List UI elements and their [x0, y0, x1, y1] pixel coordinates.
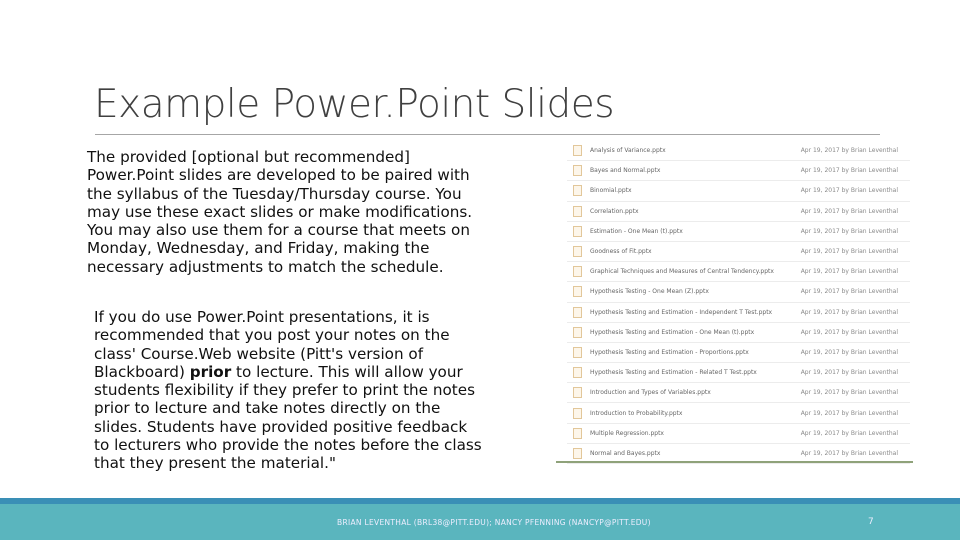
file-meta: Apr 19, 2017 by Brian Leventhal	[800, 409, 898, 417]
pptx-file-icon	[573, 165, 582, 176]
file-name[interactable]: Normal and Bayes.pptx	[590, 449, 661, 457]
file-name[interactable]: Hypothesis Testing and Estimation - Independent T Test.pptx	[590, 308, 773, 316]
pptx-file-icon	[573, 387, 582, 398]
pptx-file-icon	[573, 286, 582, 297]
pptx-file-icon	[573, 367, 582, 378]
paragraph-intro: The provided [optional but recommended] Power.Point slides are developed to be paired with the syllabus of the Tuesday/Thursday course. You may use these exact slides or make modifications. You may also use them for a course that meets on Monday, Wednesday, and Friday, making the necessary adjustments to match the schedule.	[87, 148, 473, 276]
file-name[interactable]: Hypothesis Testing - One Mean (Z).pptx	[590, 288, 709, 296]
page-number: 7	[868, 517, 874, 527]
file-name[interactable]: Hypothesis Testing and Estimation - Proportions.pptx	[590, 348, 749, 356]
pptx-file-icon	[573, 448, 582, 459]
file-meta: Apr 19, 2017 by Brian Leventhal	[800, 328, 898, 336]
file-name[interactable]: Hypothesis Testing and Estimation - One Mean (t).pptx	[590, 328, 755, 336]
file-row[interactable]	[567, 383, 910, 403]
file-row[interactable]	[567, 282, 910, 302]
paragraph-recommendation	[94, 308, 484, 473]
pptx-file-icon	[573, 206, 582, 217]
paragraph-text: to lecture. This will allow your students flexibility if they prefer to print the notes prior to lecture and take notes directly on the slides. Students have provided positive feedback to lecturers who provide the notes before the class that they present the material."	[94, 362, 482, 473]
file-meta: Apr 19, 2017 by Brian Leventhal	[800, 248, 898, 256]
file-row[interactable]	[567, 242, 910, 262]
paragraph-text: If you do use Power.Point presentations, it is recommended that you post your notes on the class' Course.Web website (Pitt's version of Blackboard)	[94, 308, 450, 381]
pptx-file-icon	[573, 347, 582, 358]
pptx-file-icon	[573, 307, 582, 318]
file-meta: Apr 19, 2017 by Brian Leventhal	[800, 369, 898, 377]
file-row[interactable]	[567, 343, 910, 363]
pptx-file-icon	[573, 185, 582, 196]
file-row[interactable]	[567, 181, 910, 201]
pptx-file-icon	[573, 266, 582, 277]
file-meta: Apr 19, 2017 by Brian Leventhal	[800, 167, 898, 175]
file-name[interactable]: Correlation.pptx	[590, 207, 639, 215]
pptx-file-icon	[573, 246, 582, 257]
file-list-divider	[556, 461, 913, 463]
file-name[interactable]: Introduction to Probability.pptx	[590, 409, 683, 417]
file-name[interactable]: Introduction and Types of Variables.pptx	[590, 389, 711, 397]
file-row[interactable]	[567, 222, 910, 242]
slide-title: Example Power.Point Slides	[94, 82, 615, 127]
file-meta: Apr 19, 2017 by Brian Leventhal	[800, 308, 898, 316]
file-name[interactable]: Estimation - One Mean (t).pptx	[590, 227, 683, 235]
file-row[interactable]	[567, 141, 910, 161]
pptx-file-icon	[573, 327, 582, 338]
pptx-file-icon	[573, 428, 582, 439]
file-row[interactable]	[567, 323, 910, 343]
file-meta: Apr 19, 2017 by Brian Leventhal	[800, 268, 898, 276]
file-meta: Apr 19, 2017 by Brian Leventhal	[800, 187, 898, 195]
file-row[interactable]	[567, 424, 910, 444]
file-row[interactable]	[567, 403, 910, 423]
file-row[interactable]	[567, 202, 910, 222]
file-meta: Apr 19, 2017 by Brian Leventhal	[800, 348, 898, 356]
file-name[interactable]: Hypothesis Testing and Estimation - Related T Test.pptx	[590, 369, 757, 377]
emphasis-prior: prior	[189, 362, 232, 381]
file-name[interactable]: Analysis of Variance.pptx	[590, 147, 666, 155]
file-row[interactable]	[567, 303, 910, 323]
file-meta: Apr 19, 2017 by Brian Leventhal	[800, 207, 898, 215]
pptx-file-icon	[573, 226, 582, 237]
file-meta: Apr 19, 2017 by Brian Leventhal	[800, 429, 898, 437]
footer-authors: BRIAN LEVENTHAL (BRL38@PITT.EDU); NANCY PFENNING (NANCYP@PITT.EDU)	[337, 518, 651, 527]
file-row[interactable]	[567, 161, 910, 181]
file-list-screenshot	[567, 141, 910, 464]
file-name[interactable]: Bayes and Normal.pptx	[590, 167, 661, 175]
file-meta: Apr 19, 2017 by Brian Leventhal	[800, 449, 898, 457]
file-meta: Apr 19, 2017 by Brian Leventhal	[800, 389, 898, 397]
file-row[interactable]	[567, 262, 910, 282]
file-meta: Apr 19, 2017 by Brian Leventhal	[800, 147, 898, 155]
pptx-file-icon	[573, 145, 582, 156]
pptx-file-icon	[573, 408, 582, 419]
file-name[interactable]: Binomial.pptx	[590, 187, 632, 195]
file-meta: Apr 19, 2017 by Brian Leventhal	[800, 288, 898, 296]
file-meta: Apr 19, 2017 by Brian Leventhal	[800, 227, 898, 235]
file-row[interactable]	[567, 363, 910, 383]
title-divider	[95, 134, 880, 135]
file-name[interactable]: Multiple Regression.pptx	[590, 429, 664, 437]
file-name[interactable]: Graphical Techniques and Measures of Central Tendency.pptx	[590, 268, 774, 276]
file-name[interactable]: Goodness of Fit.pptx	[590, 248, 652, 256]
